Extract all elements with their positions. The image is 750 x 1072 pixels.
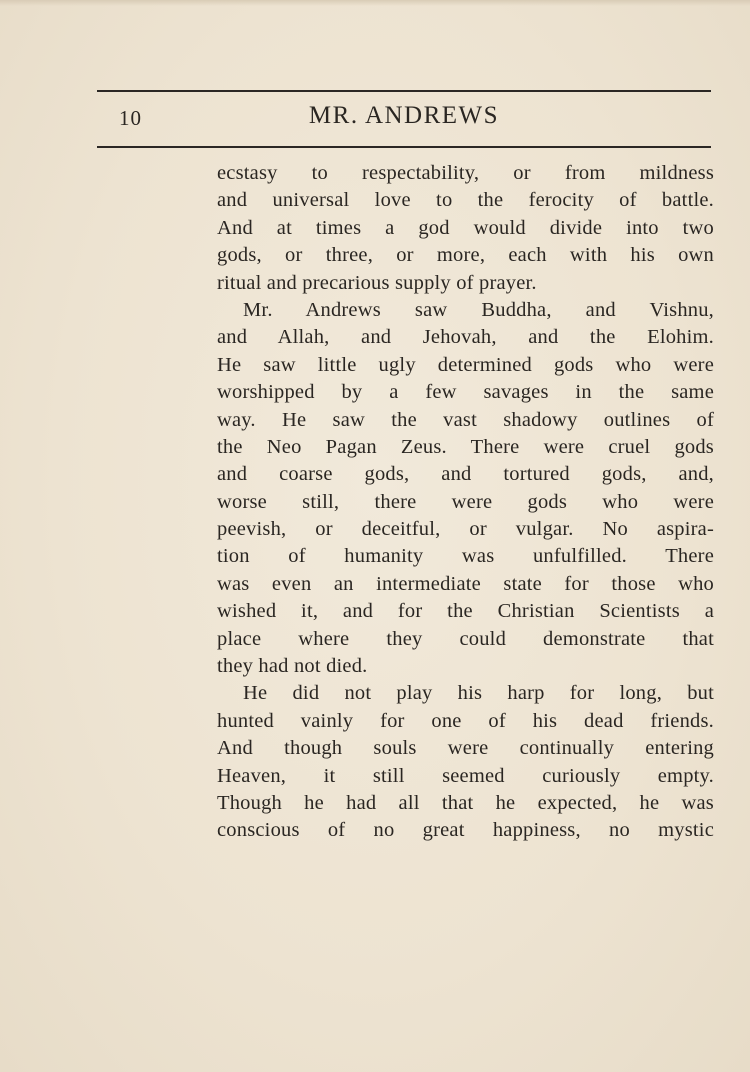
page-edge (0, 0, 750, 6)
text-line: peevish, or deceitful, or vulgar. No aspira- (217, 518, 714, 541)
text-line: the Neo Pagan Zeus. There were cruel gods (217, 435, 714, 458)
text-line: He saw little ugly determined gods who were (217, 353, 714, 376)
text-line: conscious of no great happiness, no mystic (217, 819, 714, 842)
text-line: place where they could demonstrate that (217, 627, 714, 650)
text-line: and universal love to the ferocity of battle. (217, 189, 714, 212)
text-line: they had not died. (217, 655, 368, 678)
text-line: way. He saw the vast shadowy outlines of (217, 408, 714, 431)
page-number: 10 (119, 106, 142, 130)
text-line: and coarse gods, and tortured gods, and, (217, 463, 714, 486)
text-line: gods, or three, or more, each with his own (217, 244, 714, 267)
text-line: Mr. Andrews saw Buddha, and Vishnu, (243, 298, 714, 321)
text-line: wished it, and for the Christian Scientists a (217, 600, 714, 623)
page-header (97, 100, 711, 136)
text-line: ecstasy to respectability, or from mildness (217, 162, 714, 184)
text-line: And at times a god would divide into two (217, 216, 714, 239)
text-line: Heaven, it still seemed curiously empty. (217, 764, 714, 787)
text-line: hunted vainly for one of his dead friends. (217, 709, 714, 732)
text-line: Though he had all that he expected, he was (217, 791, 714, 814)
text-line: tion of humanity was unfulfilled. There (217, 545, 714, 568)
text-line: And though souls were continually entering (217, 737, 714, 760)
header-top-rule (97, 90, 711, 92)
text-line: and Allah, and Jehovah, and the Elohim. (217, 326, 714, 349)
text-line: ritual and precarious supply of prayer. (217, 271, 537, 294)
text-line: was even an intermediate state for those who (217, 572, 714, 595)
running-title: MR. ANDREWS (308, 102, 500, 129)
body-text (217, 160, 714, 845)
text-line: He did not play his harp for long, but (243, 682, 714, 705)
header-bottom-rule (97, 146, 711, 148)
text-line: worse still, there were gods who were (217, 490, 714, 513)
text-line: worshipped by a few savages in the same (217, 381, 714, 404)
